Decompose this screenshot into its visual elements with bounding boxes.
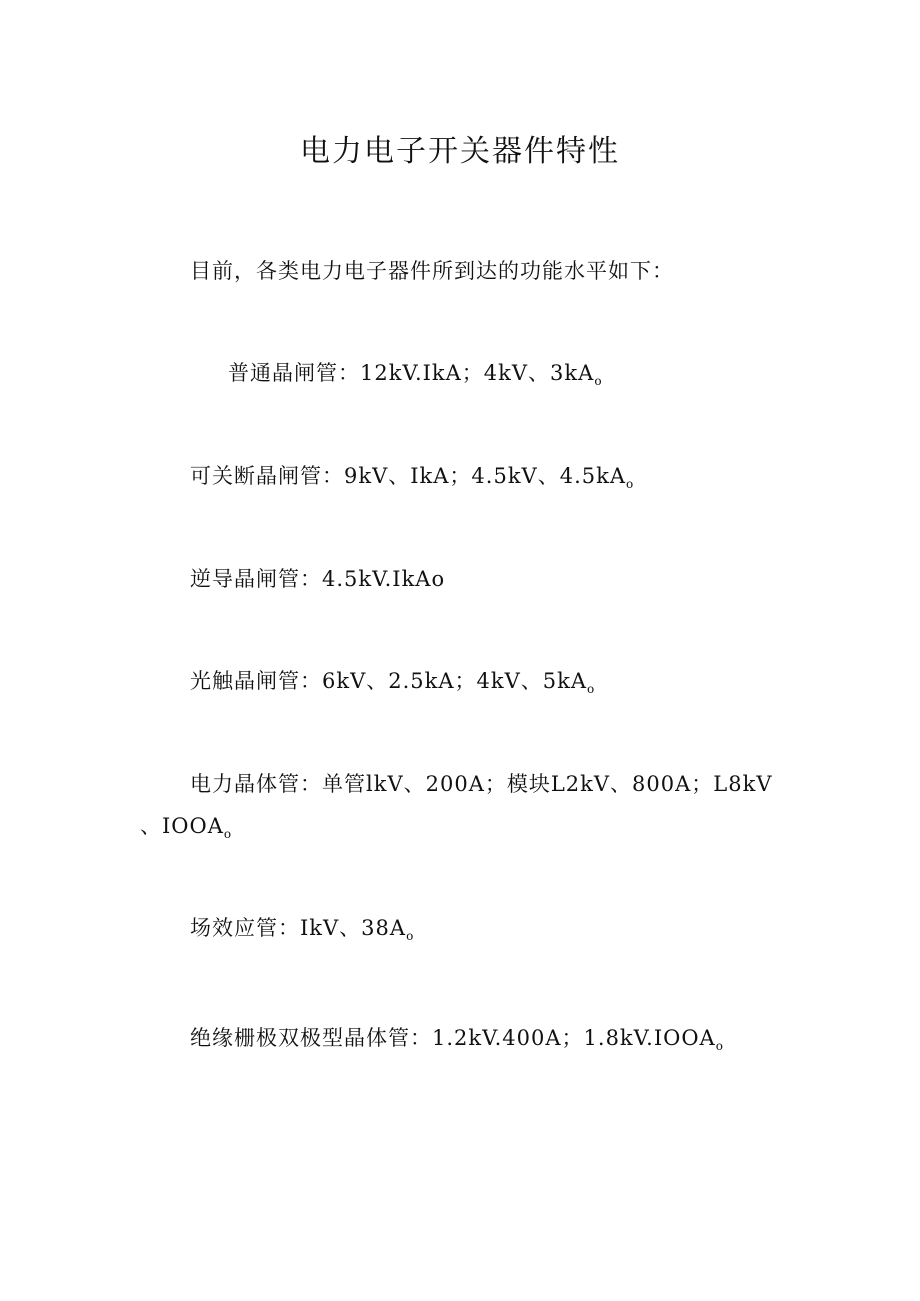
spec-item-text: 、IOOA — [140, 814, 224, 838]
spec-item-text: 逆导晶闸管：4.5kV.IkAo — [190, 567, 446, 591]
spec-item-power-transistor — [190, 769, 773, 807]
spec-item-text: 场效应管：IkV、38A — [190, 916, 407, 940]
spec-item-end-mark: o — [715, 1039, 723, 1053]
spec-item-text: 绝缘栅极双极型晶体管：1.2kV.400A；1.8kV.IOOA — [190, 1026, 716, 1050]
spec-item-reverse-conducting-thyristor — [190, 564, 445, 602]
spec-item-text: 可关断晶闸管：9kV、IkA；4.5kV、4.5kA — [190, 464, 627, 488]
spec-item-gto-thyristor — [190, 461, 633, 499]
document-title: 电力电子开关器件特性 — [300, 134, 620, 169]
spec-item-power-transistor-continued — [140, 811, 231, 849]
spec-item-text: 电力晶体管：单管lkV、200A；模块L2kV、800A；L8kV — [190, 772, 773, 796]
spec-item-end-mark: o — [587, 682, 595, 696]
spec-item-end-mark: o — [223, 827, 232, 841]
spec-item-light-triggered-thyristor — [190, 666, 594, 704]
spec-item-text: 光触晶闸管：6kV、2.5kA；4kV、5kA — [190, 669, 588, 693]
spec-item-ordinary-thyristor — [228, 358, 602, 396]
spec-item-text: 普通晶闸管：12kV.IkA；4kV、3kA — [228, 361, 595, 385]
intro-paragraph — [190, 256, 674, 286]
intro-text: 目前，各类电力电子器件所到达的功能水平如下： — [190, 259, 674, 283]
spec-item-end-mark: o — [594, 374, 602, 388]
spec-item-igbt — [190, 1023, 723, 1061]
spec-item-end-mark: o — [406, 929, 414, 943]
spec-item-end-mark: o — [626, 477, 634, 491]
spec-item-mosfet — [190, 913, 413, 951]
